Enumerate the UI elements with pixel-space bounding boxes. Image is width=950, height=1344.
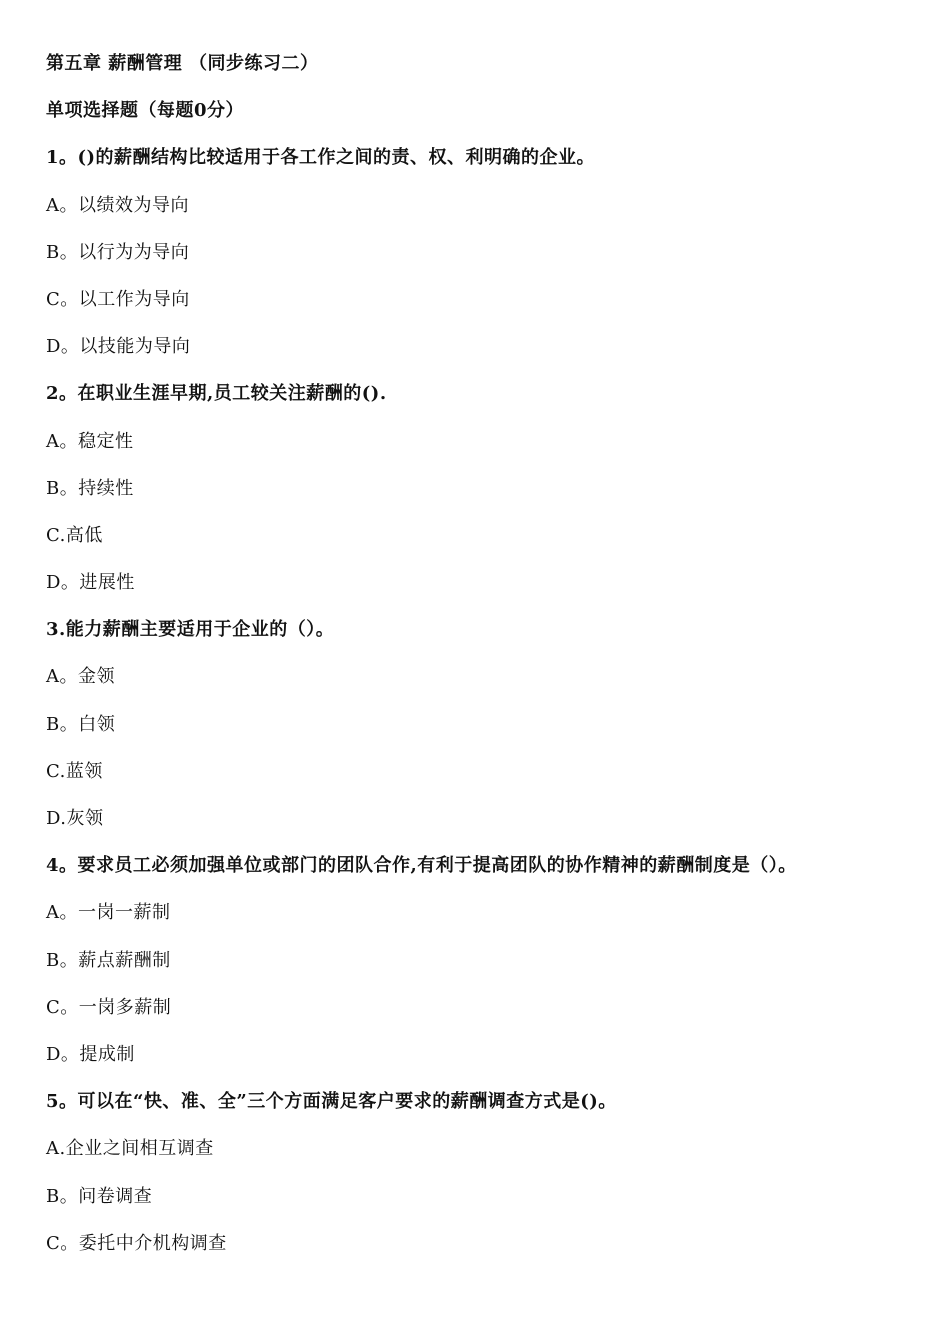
answer-option: C。一岗多薪制 [46, 996, 172, 1018]
answer-option: A.企业之间相互调查 [46, 1138, 214, 1160]
question-text: 2。在职业生涯早期,员工较关注薪酬的(). [46, 383, 387, 405]
answer-option: B。白领 [46, 713, 116, 735]
question-text: 1。()的薪酬结构比较适用于各工作之间的责、权、利明确的企业。 [46, 147, 596, 169]
answer-option: A。稳定性 [46, 430, 134, 452]
answer-option: B。以行为为导向 [46, 241, 190, 263]
answer-option: B。薪点薪酬制 [46, 949, 171, 971]
answer-option: C。委托中介机构调查 [46, 1232, 227, 1254]
answer-option: A。金领 [46, 666, 115, 688]
document-page [46, 50, 926, 1277]
answer-option: C。以工作为导向 [46, 288, 190, 310]
answer-option: C.蓝领 [46, 760, 103, 782]
answer-option: A。以绩效为导向 [46, 194, 189, 216]
answer-option: D。提成制 [46, 1043, 135, 1065]
question-text: 5。可以在“快、准、全”三个方面满足客户要求的薪酬调查方式是()。 [46, 1091, 617, 1113]
answer-option: C.高低 [46, 524, 103, 546]
document-title: 第五章 薪酬管理 （同步练习二） [46, 53, 319, 74]
answer-option: B。持续性 [46, 477, 134, 499]
answer-option: D。进展性 [46, 572, 135, 594]
question-text: 3.能力薪酬主要适用于企业的（）。 [46, 619, 335, 641]
section-heading: 单项选择题（每题0分） [46, 100, 245, 122]
answer-option: B。问卷调查 [46, 1185, 153, 1207]
answer-option: A。一岗一薪制 [46, 902, 171, 924]
answer-option: D。以技能为导向 [46, 336, 191, 358]
answer-option: D.灰领 [46, 808, 104, 829]
question-text: 4。要求员工必须加强单位或部门的团队合作,有利于提高团队的协作精神的薪酬制度是（）。 [46, 855, 797, 877]
